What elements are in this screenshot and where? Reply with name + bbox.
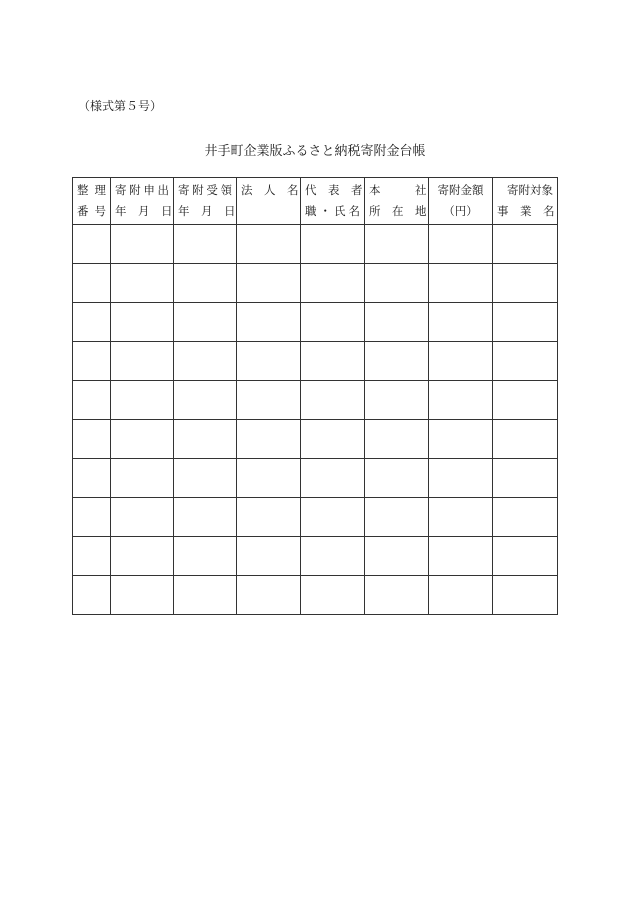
table-cell xyxy=(493,264,558,303)
table-cell xyxy=(237,303,301,342)
table-cell xyxy=(237,381,301,420)
table-cell xyxy=(73,342,111,381)
table-row xyxy=(73,303,558,342)
table-cell xyxy=(111,420,174,459)
table-cell xyxy=(174,264,237,303)
table-cell xyxy=(365,420,429,459)
table-cell xyxy=(73,498,111,537)
table-cell xyxy=(111,303,174,342)
document-title: 井手町企業版ふるさと納税寄附金台帳 xyxy=(204,144,426,159)
table-cell xyxy=(301,459,365,498)
table-cell xyxy=(237,576,301,615)
table-cell xyxy=(429,420,493,459)
table-cell xyxy=(301,537,365,576)
table-cell xyxy=(365,381,429,420)
table-cell xyxy=(493,576,558,615)
table-cell xyxy=(493,342,558,381)
table-cell xyxy=(429,498,493,537)
table-cell xyxy=(73,537,111,576)
table-cell xyxy=(301,264,365,303)
column-header-line: 年 月 日 xyxy=(115,204,173,218)
table-cell xyxy=(493,303,558,342)
table-cell xyxy=(429,225,493,264)
table-cell xyxy=(365,303,429,342)
table-cell xyxy=(429,381,493,420)
table-row xyxy=(73,342,558,381)
column-header-head-office-address xyxy=(365,178,429,225)
table-cell xyxy=(111,264,174,303)
table-cell xyxy=(73,381,111,420)
table-cell xyxy=(301,420,365,459)
table-cell xyxy=(301,576,365,615)
table-cell xyxy=(174,498,237,537)
table-cell xyxy=(111,342,174,381)
column-header-line: 年 月 日 xyxy=(178,204,236,218)
column-header-line: 職・氏名 xyxy=(305,204,360,218)
table-cell xyxy=(365,498,429,537)
table-cell xyxy=(111,225,174,264)
table-cell xyxy=(174,342,237,381)
table-cell xyxy=(429,459,493,498)
table-cell xyxy=(301,498,365,537)
column-header-line: 番 号 xyxy=(77,204,106,218)
table-cell xyxy=(174,381,237,420)
table-cell xyxy=(429,537,493,576)
table-cell xyxy=(73,225,111,264)
table-header-row xyxy=(73,178,558,225)
table-cell xyxy=(174,225,237,264)
table-cell xyxy=(493,537,558,576)
table-cell xyxy=(365,576,429,615)
table-cell xyxy=(237,459,301,498)
table-cell xyxy=(493,420,558,459)
table-cell xyxy=(493,459,558,498)
table-cell xyxy=(365,459,429,498)
column-header-line: 本 社 xyxy=(369,183,427,197)
column-header-line: 法 人 名 xyxy=(241,183,299,197)
table-row xyxy=(73,498,558,537)
table-cell xyxy=(301,303,365,342)
donation-ledger-table xyxy=(72,177,558,615)
table-cell xyxy=(111,576,174,615)
column-header-line: 寄附金額 xyxy=(437,183,484,197)
column-header-line: 所 在 地 xyxy=(369,204,427,218)
table-cell xyxy=(237,225,301,264)
table-row xyxy=(73,537,558,576)
table-cell xyxy=(174,303,237,342)
column-header-line: 寄附対象 xyxy=(507,183,553,197)
table-row xyxy=(73,576,558,615)
table-cell xyxy=(111,459,174,498)
table-cell xyxy=(174,576,237,615)
table-cell xyxy=(111,381,174,420)
table-cell xyxy=(73,303,111,342)
table-body xyxy=(73,225,558,615)
table-cell xyxy=(429,342,493,381)
column-header-receipt-date xyxy=(174,178,237,225)
table-row xyxy=(73,381,558,420)
table-cell xyxy=(237,342,301,381)
table-row xyxy=(73,225,558,264)
table-cell xyxy=(365,225,429,264)
column-header-target-project xyxy=(493,178,558,225)
table-cell xyxy=(111,537,174,576)
table-cell xyxy=(174,420,237,459)
table-cell xyxy=(111,498,174,537)
table-cell xyxy=(429,576,493,615)
table-cell xyxy=(365,537,429,576)
table-row xyxy=(73,459,558,498)
column-header-line: 寄附受領 xyxy=(178,183,232,197)
table-cell xyxy=(237,498,301,537)
table-cell xyxy=(73,420,111,459)
table-row xyxy=(73,420,558,459)
column-header-representative xyxy=(301,178,365,225)
table-cell xyxy=(73,459,111,498)
table-cell xyxy=(493,381,558,420)
table-cell xyxy=(237,537,301,576)
table-cell xyxy=(174,537,237,576)
column-header-line: （円） xyxy=(443,204,478,218)
table-cell xyxy=(73,576,111,615)
column-header-line: 寄附申出 xyxy=(115,183,169,197)
table-cell xyxy=(429,303,493,342)
table-row xyxy=(73,264,558,303)
table-cell xyxy=(301,342,365,381)
table-cell xyxy=(73,264,111,303)
table-cell xyxy=(301,381,365,420)
table-cell xyxy=(365,342,429,381)
table-cell xyxy=(174,459,237,498)
table-cell xyxy=(493,498,558,537)
table-cell xyxy=(301,225,365,264)
column-header-donation-amount xyxy=(429,178,493,225)
column-header-line: 整 理 xyxy=(77,183,106,197)
column-header-line: 代 表 者 xyxy=(305,183,363,197)
table-cell xyxy=(429,264,493,303)
form-number-label: （様式第５号） xyxy=(78,99,163,113)
column-header-application-date xyxy=(111,178,174,225)
column-header-serial-number xyxy=(73,178,111,225)
table-cell xyxy=(493,225,558,264)
column-header-corporation-name xyxy=(237,178,301,225)
table-cell xyxy=(365,264,429,303)
column-header-line xyxy=(237,201,300,222)
column-header-line: 事 業 名 xyxy=(497,204,555,218)
table-cell xyxy=(237,420,301,459)
table-cell xyxy=(237,264,301,303)
